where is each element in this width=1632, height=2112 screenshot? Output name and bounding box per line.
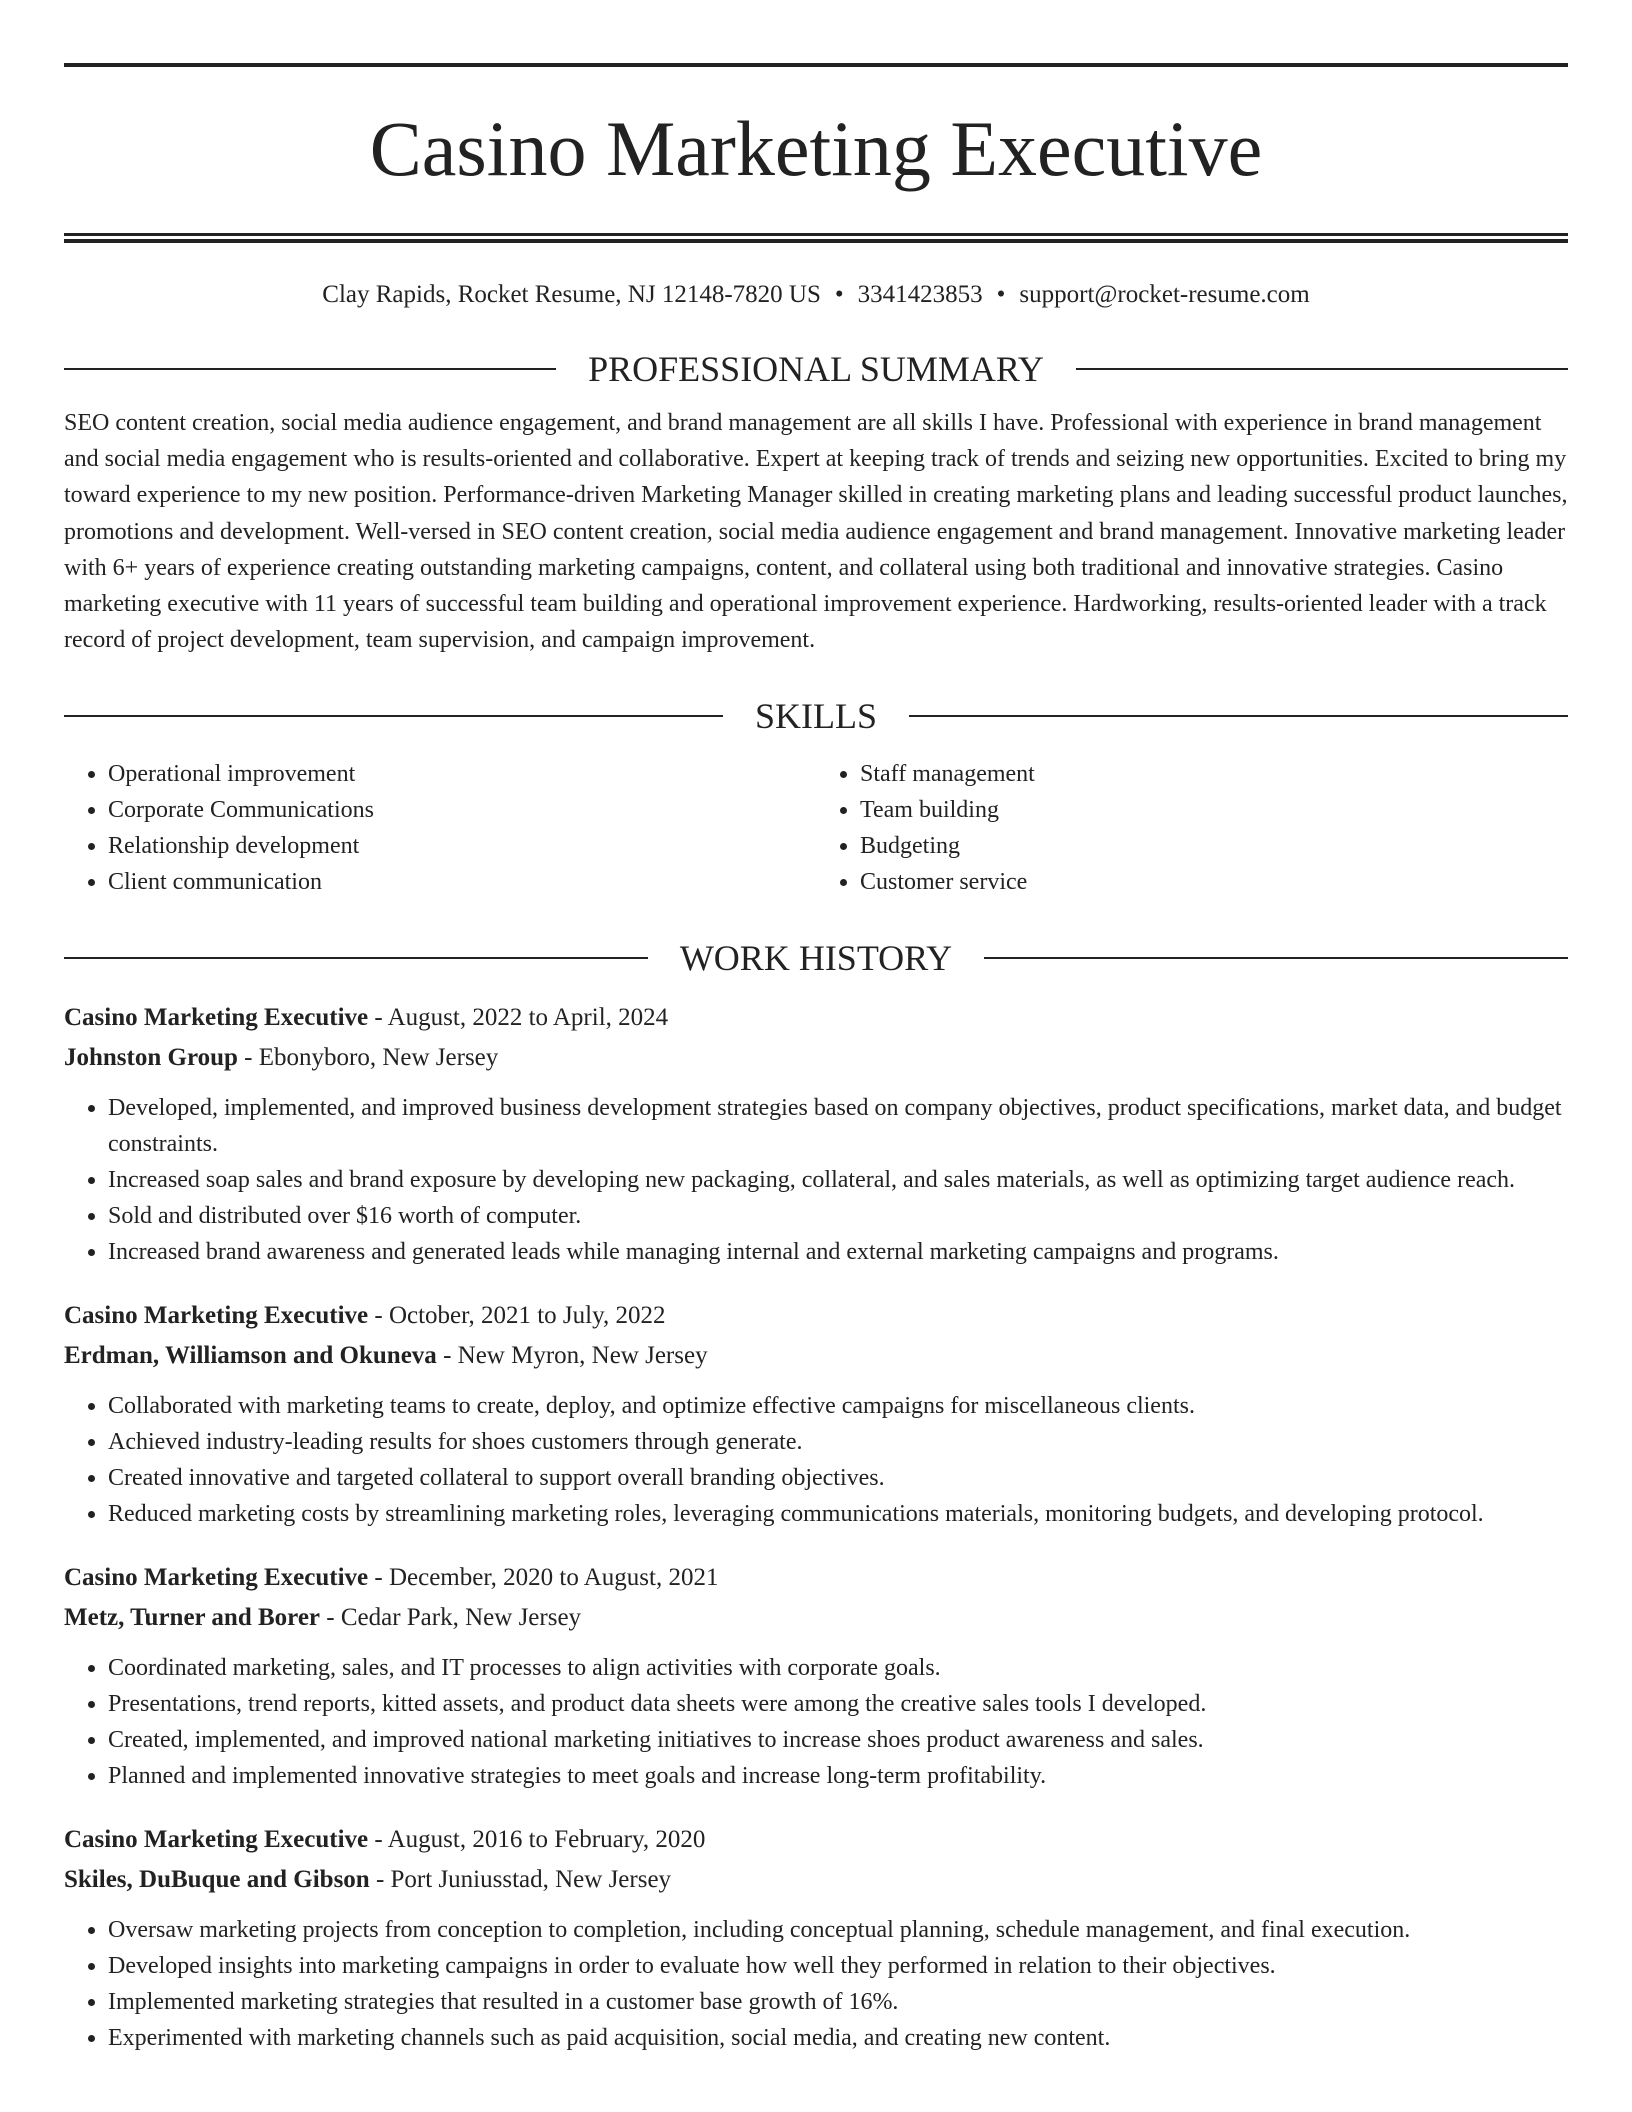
top-rule (64, 63, 1568, 67)
job-company-line (64, 1860, 1568, 1900)
job-bullets (64, 1650, 1568, 1794)
job-company: Skiles, DuBuque and Gibson (64, 1866, 370, 1894)
job-bullet: • Developed, implemented, and improved business development strategies based on company objectives, product specifications, market data, and budget constraints. (108, 1090, 1568, 1162)
job-bullet: • Experimented with marketing channels such as paid acquisition, social media, and creating new content. (108, 2020, 1568, 2056)
skill-item: • Budgeting (860, 828, 1568, 864)
work-heading: WORK HISTORY (679, 938, 953, 979)
job-bullets (64, 1090, 1568, 1270)
contact-separator: • (834, 281, 844, 308)
job-title: Casino Marketing Executive (64, 1826, 369, 1854)
job-dates: - August, 2016 to February, 2020 (368, 1826, 706, 1854)
section-rule-left (64, 368, 556, 370)
contact-line (64, 279, 1568, 311)
job-location: - Ebonyboro, New Jersey (237, 1044, 499, 1072)
job-bullet: • Implemented marketing strategies that resulted in a customer base growth of 16%. (108, 1984, 1568, 2020)
skills-list-right (816, 756, 1568, 900)
contact-separator: • (996, 281, 1006, 308)
job-company-line (64, 1038, 1568, 1078)
skills-columns (64, 756, 1568, 900)
job-bullet: • Increased brand awareness and generated leads while managing internal and external marketing campaigns and programs. (108, 1234, 1568, 1270)
job-bullet: • Planned and implemented innovative strategies to meet goals and increase long-term profitability. (108, 1758, 1568, 1794)
skill-item: • Staff management (860, 756, 1568, 792)
job-bullet: • Sold and distributed over $16 worth of computer. (108, 1198, 1568, 1234)
job-company-line (64, 1336, 1568, 1376)
skill-item: • Customer service (860, 864, 1568, 900)
job-bullet: • Reduced marketing costs by streamlining marketing roles, leveraging communications materials, monitoring budgets, and developing protocol. (108, 1496, 1568, 1532)
skills-heading: SKILLS (755, 696, 878, 737)
job-title-line (64, 1558, 1568, 1598)
summary-section-header (64, 349, 1568, 389)
job-bullets (64, 1912, 1568, 2056)
section-rule-left (64, 957, 648, 959)
job-bullet: • Developed insights into marketing campaigns in order to evaluate how well they performed in relation to their objectives. (108, 1948, 1568, 1984)
job-title-line (64, 1820, 1568, 1860)
section-rule-left (64, 715, 723, 717)
job-title-line (64, 1296, 1568, 1336)
job-bullet: • Presentations, trend reports, kitted assets, and product data sheets were among the creative sales tools I developed. (108, 1686, 1568, 1722)
contact-email: support@rocket-resume.com (1019, 281, 1310, 308)
job-entry (64, 998, 1568, 1270)
job-dates: - October, 2021 to July, 2022 (368, 1302, 666, 1330)
job-bullets (64, 1388, 1568, 1532)
section-rule-right (1076, 368, 1568, 370)
section-rule-right (909, 715, 1568, 717)
summary-text: SEO content creation, social media audience engagement, and brand management are all skills I have. Professional with experience in brand management and social media engagement who is results-oriented and collaborative. Expert at keeping track of trends and seizing new opportunities. Excited to bring my toward experience to my new position. Performance-driven Marketing Manager skilled in creating marketing plans and leading successful product launches, promotions and development. Well-versed in SEO content creation, social media audience engagement and brand management. Innovative marketing leader with 6+ years of experience creating outstanding marketing campaigns, content, and collateral using both traditional and innovative strategies. Casino marketing executive with 11 years of successful team building and operational improvement experience. Hardworking, results-oriented leader with a track record of project development, team supervision, and campaign improvement. (64, 410, 1568, 654)
skill-item: • Relationship development (108, 828, 816, 864)
work-section-header (64, 938, 1568, 978)
job-title: Casino Marketing Executive (64, 1004, 369, 1032)
skills-section-header (64, 696, 1568, 736)
job-bullet: • Achieved industry-leading results for shoes customers through generate. (108, 1424, 1568, 1460)
contact-address: Clay Rapids, Rocket Resume, NJ 12148-7820 US (322, 281, 821, 308)
job-bullet: • Coordinated marketing, sales, and IT processes to align activities with corporate goals. (108, 1650, 1568, 1686)
skill-item: • Corporate Communications (108, 792, 816, 828)
job-dates: - December, 2020 to August, 2021 (368, 1564, 719, 1592)
contact-phone: 3341423853 (857, 281, 983, 308)
job-location: - New Myron, New Jersey (436, 1342, 708, 1370)
job-location: - Port Juniusstad, New Jersey (369, 1866, 672, 1894)
resume-title: Casino Marketing Executive (369, 105, 1263, 192)
skill-item: • Operational improvement (108, 756, 816, 792)
job-title: Casino Marketing Executive (64, 1302, 369, 1330)
job-title: Casino Marketing Executive (64, 1564, 369, 1592)
work-list (64, 998, 1568, 2056)
job-bullet: • Created innovative and targeted collateral to support overall branding objectives. (108, 1460, 1568, 1496)
job-company: Metz, Turner and Borer (64, 1604, 321, 1632)
summary-heading: PROFESSIONAL SUMMARY (588, 349, 1044, 389)
job-bullet: • Increased soap sales and brand exposure by developing new packaging, collateral, and sales materials, as well as optimizing target audience reach. (108, 1162, 1568, 1198)
skill-item: • Client communication (108, 864, 816, 900)
skill-item: • Team building (860, 792, 1568, 828)
job-company-line (64, 1598, 1568, 1638)
skills-list-left (64, 756, 816, 900)
job-bullet: • Oversaw marketing projects from conception to completion, including conceptual planning, schedule management, and final execution. (108, 1912, 1568, 1948)
job-dates: - August, 2022 to April, 2024 (368, 1004, 669, 1032)
job-entry (64, 1558, 1568, 1794)
job-entry (64, 1296, 1568, 1532)
job-bullet: • Collaborated with marketing teams to create, deploy, and optimize effective campaigns for miscellaneous clients. (108, 1388, 1568, 1424)
job-location: - Cedar Park, New Jersey (320, 1604, 582, 1632)
title-double-rule (64, 233, 1568, 243)
section-rule-right (984, 957, 1568, 959)
job-title-line (64, 998, 1568, 1038)
job-bullet: • Created, implemented, and improved national marketing initiatives to increase shoes product awareness and sales. (108, 1722, 1568, 1758)
job-entry (64, 1820, 1568, 2056)
job-company: Johnston Group (64, 1044, 238, 1072)
job-company: Erdman, Williamson and Okuneva (64, 1342, 437, 1370)
